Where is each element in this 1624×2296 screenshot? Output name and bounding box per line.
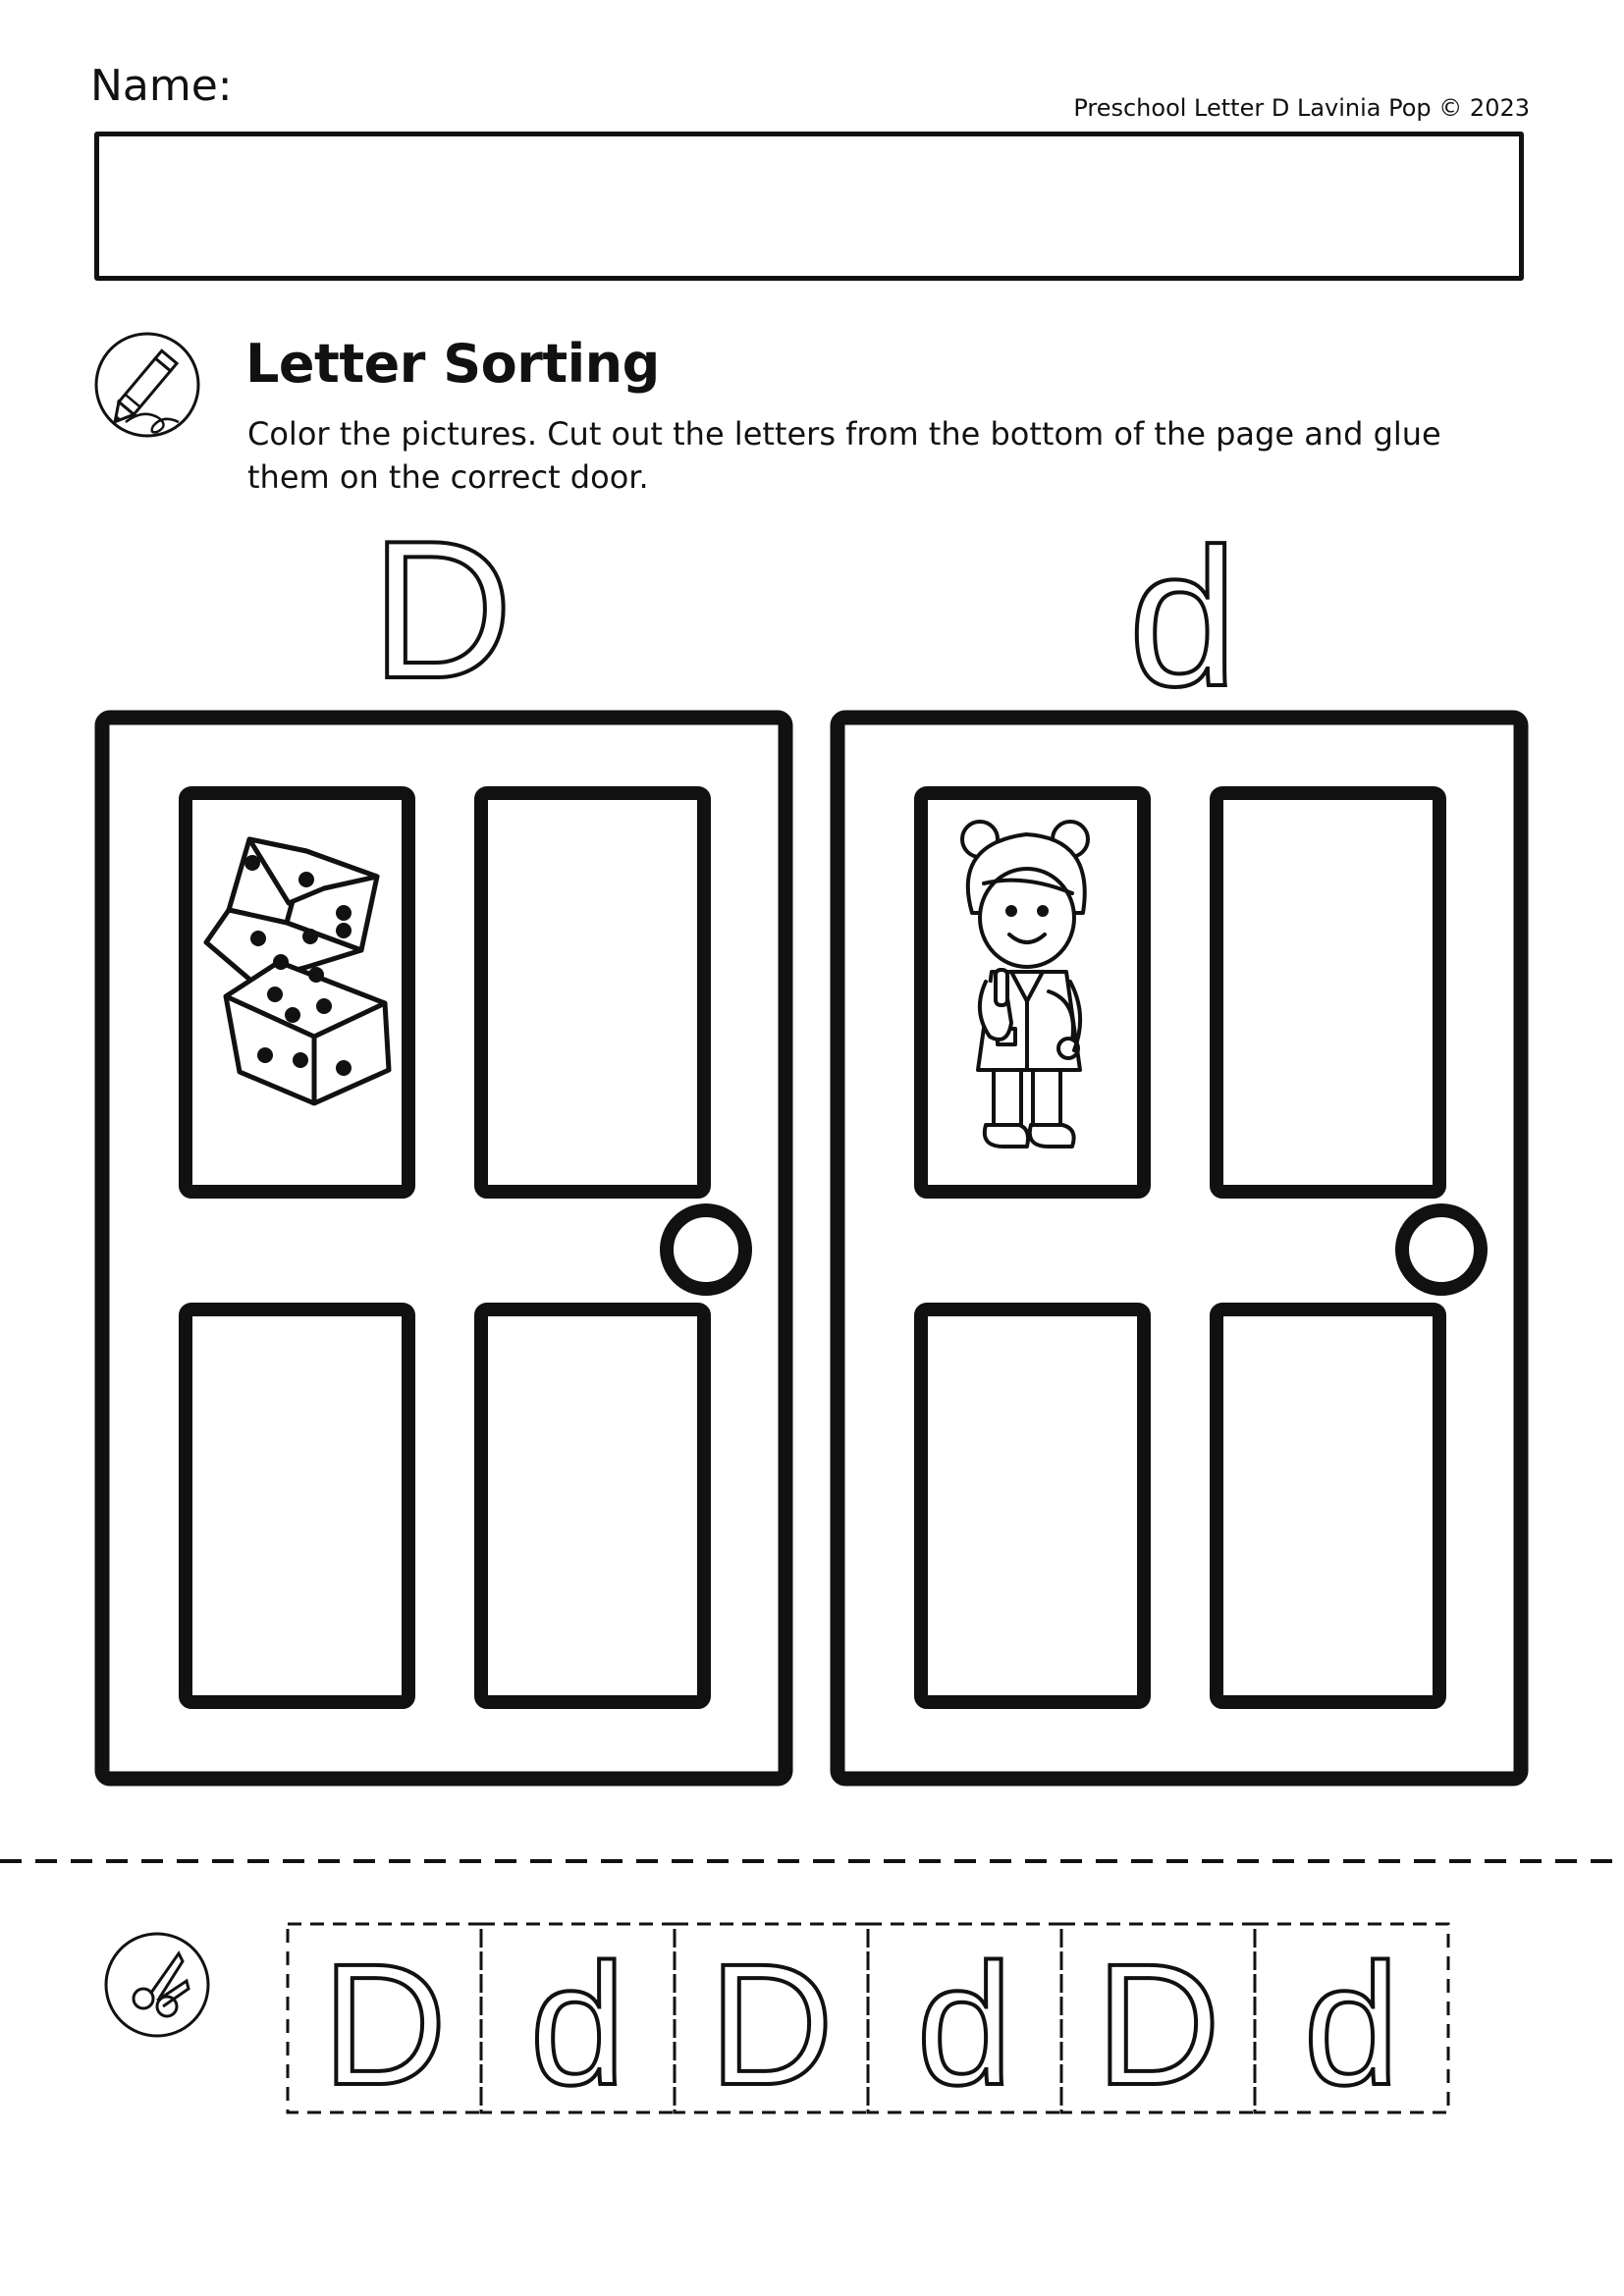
cutout-letter: D: [1095, 1929, 1221, 2121]
name-label: Name:: [90, 61, 233, 111]
activity-title: Letter Sorting: [245, 333, 660, 395]
cutout-card[interactable]: [288, 1924, 481, 2121]
cutout-card[interactable]: [675, 1924, 868, 2121]
cutout-card[interactable]: [481, 1924, 675, 2121]
activity-instructions: Color the pictures. Cut out the letters from the bottom of the page and glue them on the correct door.: [247, 415, 1441, 496]
door-letter-upper: D: [370, 501, 514, 720]
cutout-letter: d: [916, 1929, 1013, 2121]
door-letter-lower: d: [1128, 508, 1238, 727]
cutout-card[interactable]: [868, 1924, 1061, 2121]
copyright-text: Preschool Letter D Lavinia Pop © 2023: [1073, 94, 1530, 122]
cutout-letters: [288, 1924, 1448, 2121]
cutout-letter: D: [321, 1929, 448, 2121]
cutout-card[interactable]: [1061, 1924, 1255, 2121]
cutout-letter: d: [529, 1929, 626, 2121]
cutout-card[interactable]: [1255, 1924, 1448, 2121]
cutout-letter: D: [708, 1929, 835, 2121]
cutout-letter: d: [1303, 1929, 1400, 2121]
scissors-icon: [106, 1934, 208, 2036]
